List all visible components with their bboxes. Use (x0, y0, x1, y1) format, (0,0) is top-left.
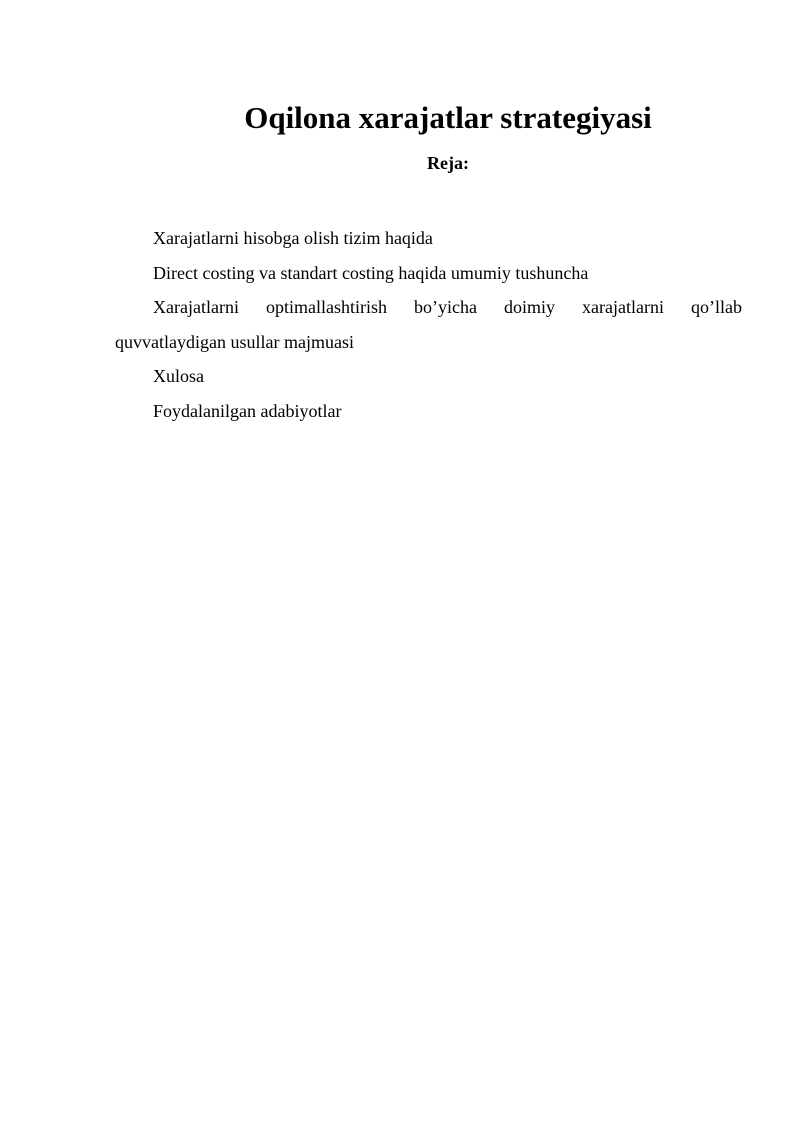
plan-item-direct-costing: Direct costing va standart costing haqida umumiy tushuncha (153, 262, 589, 283)
plan-list (115, 221, 742, 428)
plan-heading: Reja: (427, 153, 469, 173)
document-title: Oqilona xarajatlar strategiyasi (244, 99, 652, 135)
plan-item-cost-optimization: Xarajatlarni optimallashtirish bo’yicha doimiy xarajatlarni qo’llab quvvatlaydigan usullar majmuasi (115, 297, 742, 352)
plan-item-conclusion: Xulosa (153, 366, 204, 386)
plan-item-accounting-system: Xarajatlarni hisobga olish tizim haqida (153, 228, 433, 248)
plan-item-references: Foydalanilgan adabiyotlar (153, 400, 342, 421)
